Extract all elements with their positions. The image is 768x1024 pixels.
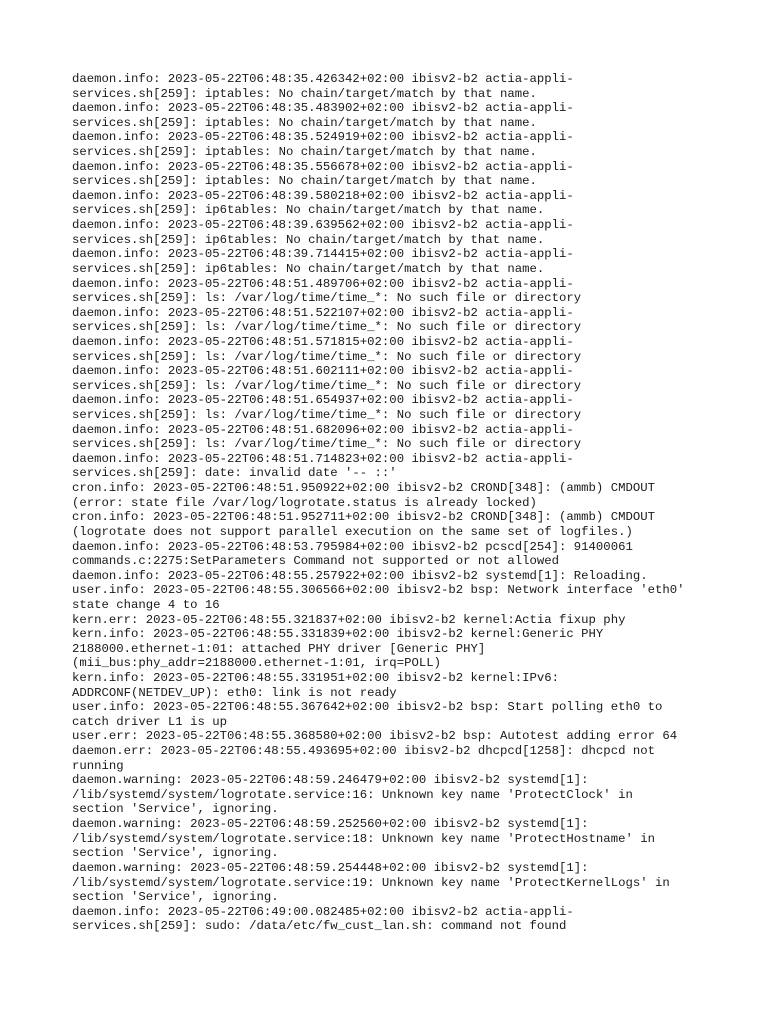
log-line: daemon.info: 2023-05-22T06:48:51.714823+02:00 ibisv2-b2 actia-appli-	[72, 451, 574, 466]
log-line: section 'Service', ignoring.	[72, 846, 279, 861]
log-line: daemon.info: 2023-05-22T06:48:35.426342+02:00 ibisv2-b2 actia-appli-	[72, 72, 574, 86]
log-line: daemon.info: 2023-05-22T06:48:35.483902+02:00 ibisv2-b2 actia-appli-	[72, 101, 574, 116]
log-line: services.sh[259]: ip6tables: No chain/target/match by that name.	[72, 261, 545, 276]
log-line: kern.err: 2023-05-22T06:48:55.321837+02:00 ibisv2-b2 kernel:Actia fixup phy	[72, 612, 626, 627]
log-line: daemon.info: 2023-05-22T06:48:51.654937+02:00 ibisv2-b2 actia-appli-	[72, 393, 574, 408]
log-text-block	[72, 72, 712, 934]
log-line: commands.c:2275:SetParameters Command not supported or not allowed	[72, 554, 560, 569]
log-line: daemon.info: 2023-05-22T06:48:35.524919+02:00 ibisv2-b2 actia-appli-	[72, 130, 574, 145]
log-line: daemon.info: 2023-05-22T06:48:51.682096+02:00 ibisv2-b2 actia-appli-	[72, 422, 574, 437]
log-line: services.sh[259]: iptables: No chain/target/match by that name.	[72, 145, 537, 160]
log-line: (logrotate does not support parallel execution on the same set of logfiles.)	[72, 524, 633, 539]
log-line: daemon.info: 2023-05-22T06:48:51.522107+02:00 ibisv2-b2 actia-appli-	[72, 305, 574, 320]
log-line: kern.info: 2023-05-22T06:48:55.331951+02:00 ibisv2-b2 kernel:IPv6:	[72, 670, 560, 685]
log-line: running	[72, 758, 124, 773]
log-line: services.sh[259]: iptables: No chain/target/match by that name.	[72, 86, 537, 101]
log-line: services.sh[259]: ls: /var/log/time/time_*: No such file or directory	[72, 320, 582, 335]
log-line: state change 4 to 16	[72, 597, 220, 612]
log-line: services.sh[259]: date: invalid date '-- ::'	[72, 466, 397, 481]
log-line: 2188000.ethernet-1:01: attached PHY driver [Generic PHY]	[72, 641, 486, 656]
log-line: daemon.info: 2023-05-22T06:48:53.795984+02:00 ibisv2-b2 pcscd[254]: 91400061	[72, 539, 633, 554]
log-line: services.sh[259]: ip6tables: No chain/target/match by that name.	[72, 203, 545, 218]
log-line: daemon.info: 2023-05-22T06:48:39.714415+02:00 ibisv2-b2 actia-appli-	[72, 247, 574, 262]
log-line: kern.info: 2023-05-22T06:48:55.331839+02:00 ibisv2-b2 kernel:Generic PHY	[72, 627, 604, 642]
log-line: services.sh[259]: iptables: No chain/target/match by that name.	[72, 115, 537, 130]
log-line: daemon.warning: 2023-05-22T06:48:59.246479+02:00 ibisv2-b2 systemd[1]:	[72, 773, 589, 788]
log-line: section 'Service', ignoring.	[72, 890, 279, 905]
log-line: ADDRCONF(NETDEV_UP): eth0: link is not ready	[72, 685, 397, 700]
log-line: cron.info: 2023-05-22T06:48:51.950922+02:00 ibisv2-b2 CROND[348]: (ammb) CMDOUT	[72, 481, 655, 496]
log-line: section 'Service', ignoring.	[72, 802, 279, 817]
log-line: services.sh[259]: ip6tables: No chain/target/match by that name.	[72, 232, 545, 247]
log-line: services.sh[259]: ls: /var/log/time/time_*: No such file or directory	[72, 408, 582, 423]
log-line: daemon.info: 2023-05-22T06:48:39.639562+02:00 ibisv2-b2 actia-appli-	[72, 218, 574, 233]
log-line: services.sh[259]: ls: /var/log/time/time_*: No such file or directory	[72, 291, 582, 306]
log-line: /lib/systemd/system/logrotate.service:19: Unknown key name 'ProtectKernelLogs' in	[72, 875, 670, 890]
log-line: daemon.info: 2023-05-22T06:48:35.556678+02:00 ibisv2-b2 actia-appli-	[72, 159, 574, 174]
log-line: services.sh[259]: sudo: /data/etc/fw_cust_lan.sh: command not found	[72, 919, 567, 934]
log-line: daemon.info: 2023-05-22T06:48:51.571815+02:00 ibisv2-b2 actia-appli-	[72, 334, 574, 349]
log-line: catch driver L1 is up	[72, 714, 227, 729]
log-line: daemon.info: 2023-05-22T06:48:55.257922+02:00 ibisv2-b2 systemd[1]: Reloading.	[72, 568, 648, 583]
log-line: services.sh[259]: ls: /var/log/time/time_*: No such file or directory	[72, 349, 582, 364]
log-line: daemon.info: 2023-05-22T06:49:00.082485+02:00 ibisv2-b2 actia-appli-	[72, 904, 574, 919]
log-line: /lib/systemd/system/logrotate.service:18: Unknown key name 'ProtectHostname' in	[72, 831, 655, 846]
log-line: user.info: 2023-05-22T06:48:55.306566+02:00 ibisv2-b2 bsp: Network interface 'eth0'	[72, 583, 685, 598]
log-line: services.sh[259]: ls: /var/log/time/time_*: No such file or directory	[72, 378, 582, 393]
log-line: cron.info: 2023-05-22T06:48:51.952711+02:00 ibisv2-b2 CROND[348]: (ammb) CMDOUT	[72, 510, 655, 525]
log-line: user.err: 2023-05-22T06:48:55.368580+02:00 ibisv2-b2 bsp: Autotest adding error 64	[72, 729, 678, 744]
log-line: /lib/systemd/system/logrotate.service:16: Unknown key name 'ProtectClock' in	[72, 787, 633, 802]
log-line: daemon.warning: 2023-05-22T06:48:59.254448+02:00 ibisv2-b2 systemd[1]:	[72, 860, 589, 875]
log-line: daemon.err: 2023-05-22T06:48:55.493695+02:00 ibisv2-b2 dhcpcd[1258]: dhcpcd not	[72, 744, 655, 759]
log-line: daemon.info: 2023-05-22T06:48:51.602111+02:00 ibisv2-b2 actia-appli-	[72, 364, 574, 379]
log-line: daemon.info: 2023-05-22T06:48:39.580218+02:00 ibisv2-b2 actia-appli-	[72, 188, 574, 203]
log-line: (error: state file /var/log/logrotate.status is already locked)	[72, 495, 537, 510]
log-line: user.info: 2023-05-22T06:48:55.367642+02:00 ibisv2-b2 bsp: Start polling eth0 to	[72, 700, 663, 715]
log-line: (mii_bus:phy_addr=2188000.ethernet-1:01, irq=POLL)	[72, 656, 441, 671]
log-line: services.sh[259]: ls: /var/log/time/time_*: No such file or directory	[72, 437, 582, 452]
log-line: daemon.warning: 2023-05-22T06:48:59.252560+02:00 ibisv2-b2 systemd[1]:	[72, 817, 589, 832]
log-line: daemon.info: 2023-05-22T06:48:51.489706+02:00 ibisv2-b2 actia-appli-	[72, 276, 574, 291]
log-line: services.sh[259]: iptables: No chain/target/match by that name.	[72, 174, 537, 189]
